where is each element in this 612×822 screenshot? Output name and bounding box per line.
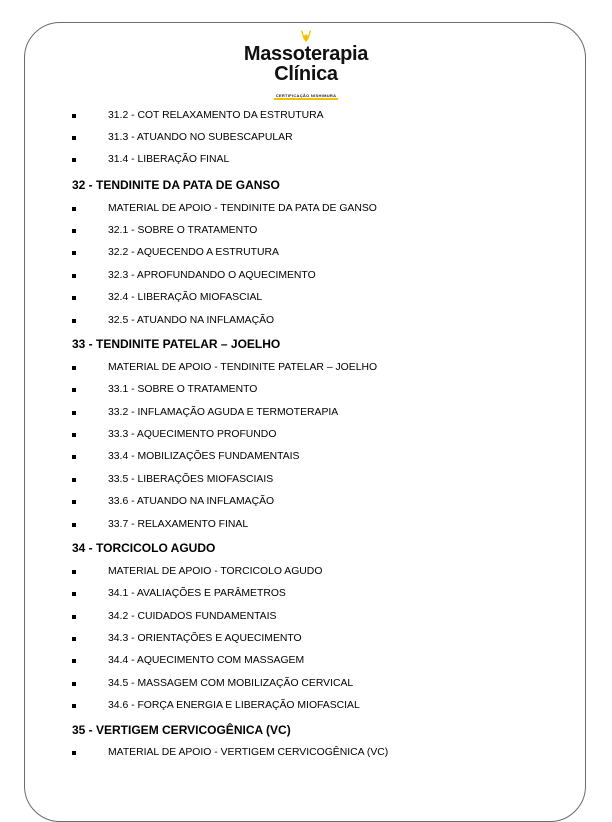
bullet-icon	[72, 366, 76, 370]
logo	[0, 30, 612, 102]
list-item-label: 34.6 - FORÇA ENERGIA E LIBERAÇÃO MIOFASCIAL	[108, 700, 360, 711]
list-item-label: MATERIAL DE APOIO - VERTIGEM CERVICOGÊNICA (VC)	[108, 747, 389, 758]
list-item-label: MATERIAL DE APOIO - TENDINITE DA PATA DE GANSO	[108, 203, 377, 214]
list-item-label: 33.4 - MOBILIZAÇÕES FUNDAMENTAIS	[108, 451, 300, 462]
list-item-label: MATERIAL DE APOIO - TORCICOLO AGUDO	[108, 566, 323, 577]
list-item-label: 33.7 - RELAXAMENTO FINAL	[108, 519, 249, 530]
hands-icon	[300, 30, 312, 44]
bullet-icon	[72, 274, 76, 278]
bullet-icon	[72, 751, 76, 755]
list-item-label: 33.5 - LIBERAÇÕES MIOFASCIAIS	[108, 474, 274, 485]
section-heading: 34 - TORCICOLO AGUDO	[72, 541, 216, 555]
bullet-icon	[72, 229, 76, 233]
bullet-icon	[72, 659, 76, 663]
logo-tagline: CERTIFICAÇÃO NISHIMURA	[275, 93, 337, 98]
bullet-icon	[72, 136, 76, 140]
list-item-label: 34.1 - AVALIAÇÕES E PARÂMETROS	[108, 588, 286, 599]
list-item-label: 32.2 - AQUECENDO A ESTRUTURA	[108, 247, 279, 258]
bullet-icon	[72, 114, 76, 118]
bullet-icon	[72, 388, 76, 392]
bullet-icon	[72, 455, 76, 459]
bullet-icon	[72, 682, 76, 686]
bullet-icon	[72, 207, 76, 211]
section-heading: 33 - TENDINITE PATELAR – JOELHO	[72, 337, 281, 351]
list-item-label: 33.3 - AQUECIMENTO PROFUNDO	[108, 429, 277, 440]
list-item-label: 31.2 - COT RELAXAMENTO DA ESTRUTURA	[108, 110, 324, 121]
list-item-label: 34.5 - MASSAGEM COM MOBILIZAÇÃO CERVICAL	[108, 678, 354, 689]
logo-title-line2: Clínica	[274, 63, 338, 85]
logo-title-line1: Massoterapia	[243, 43, 369, 65]
list-item-label: 31.4 - LIBERAÇÃO FINAL	[108, 154, 230, 165]
bullet-icon	[72, 637, 76, 641]
list-item-label: 32.5 - ATUANDO NA INFLAMAÇÃO	[108, 315, 275, 326]
bullet-icon	[72, 319, 76, 323]
bullet-icon	[72, 523, 76, 527]
list-item-label: 34.4 - AQUECIMENTO COM MASSAGEM	[108, 655, 305, 666]
bullet-icon	[72, 478, 76, 482]
section-heading: 32 - TENDINITE DA PATA DE GANSO	[72, 178, 280, 192]
bullet-icon	[72, 251, 76, 255]
bullet-icon	[72, 433, 76, 437]
list-item-label: 33.1 - SOBRE O TRATAMENTO	[108, 384, 258, 395]
bullet-icon	[72, 500, 76, 504]
list-item-label: 32.3 - APROFUNDANDO O AQUECIMENTO	[108, 270, 316, 281]
section-heading: 35 - VERTIGEM CERVICOGÊNICA (VC)	[72, 723, 291, 737]
bullet-icon	[72, 592, 76, 596]
bullet-icon	[72, 296, 76, 300]
list-item-label: 32.4 - LIBERAÇÃO MIOFASCIAL	[108, 292, 263, 303]
bullet-icon	[72, 411, 76, 415]
list-item-label: 34.2 - CUIDADOS FUNDAMENTAIS	[108, 611, 277, 622]
bullet-icon	[72, 615, 76, 619]
list-item-label: MATERIAL DE APOIO - TENDINITE PATELAR – JOELHO	[108, 362, 378, 373]
list-item-label: 32.1 - SOBRE O TRATAMENTO	[108, 225, 258, 236]
bullet-icon	[72, 704, 76, 708]
bullet-icon	[72, 570, 76, 574]
list-item-label: 34.3 - ORIENTAÇÕES E AQUECIMENTO	[108, 633, 302, 644]
list-item-label: 33.2 - INFLAMAÇÃO AGUDA E TERMOTERAPIA	[108, 407, 339, 418]
list-item-label: 33.6 - ATUANDO NA INFLAMAÇÃO	[108, 496, 275, 507]
list-item-label: 31.3 - ATUANDO NO SUBESCAPULAR	[108, 132, 293, 143]
bullet-icon	[72, 158, 76, 162]
